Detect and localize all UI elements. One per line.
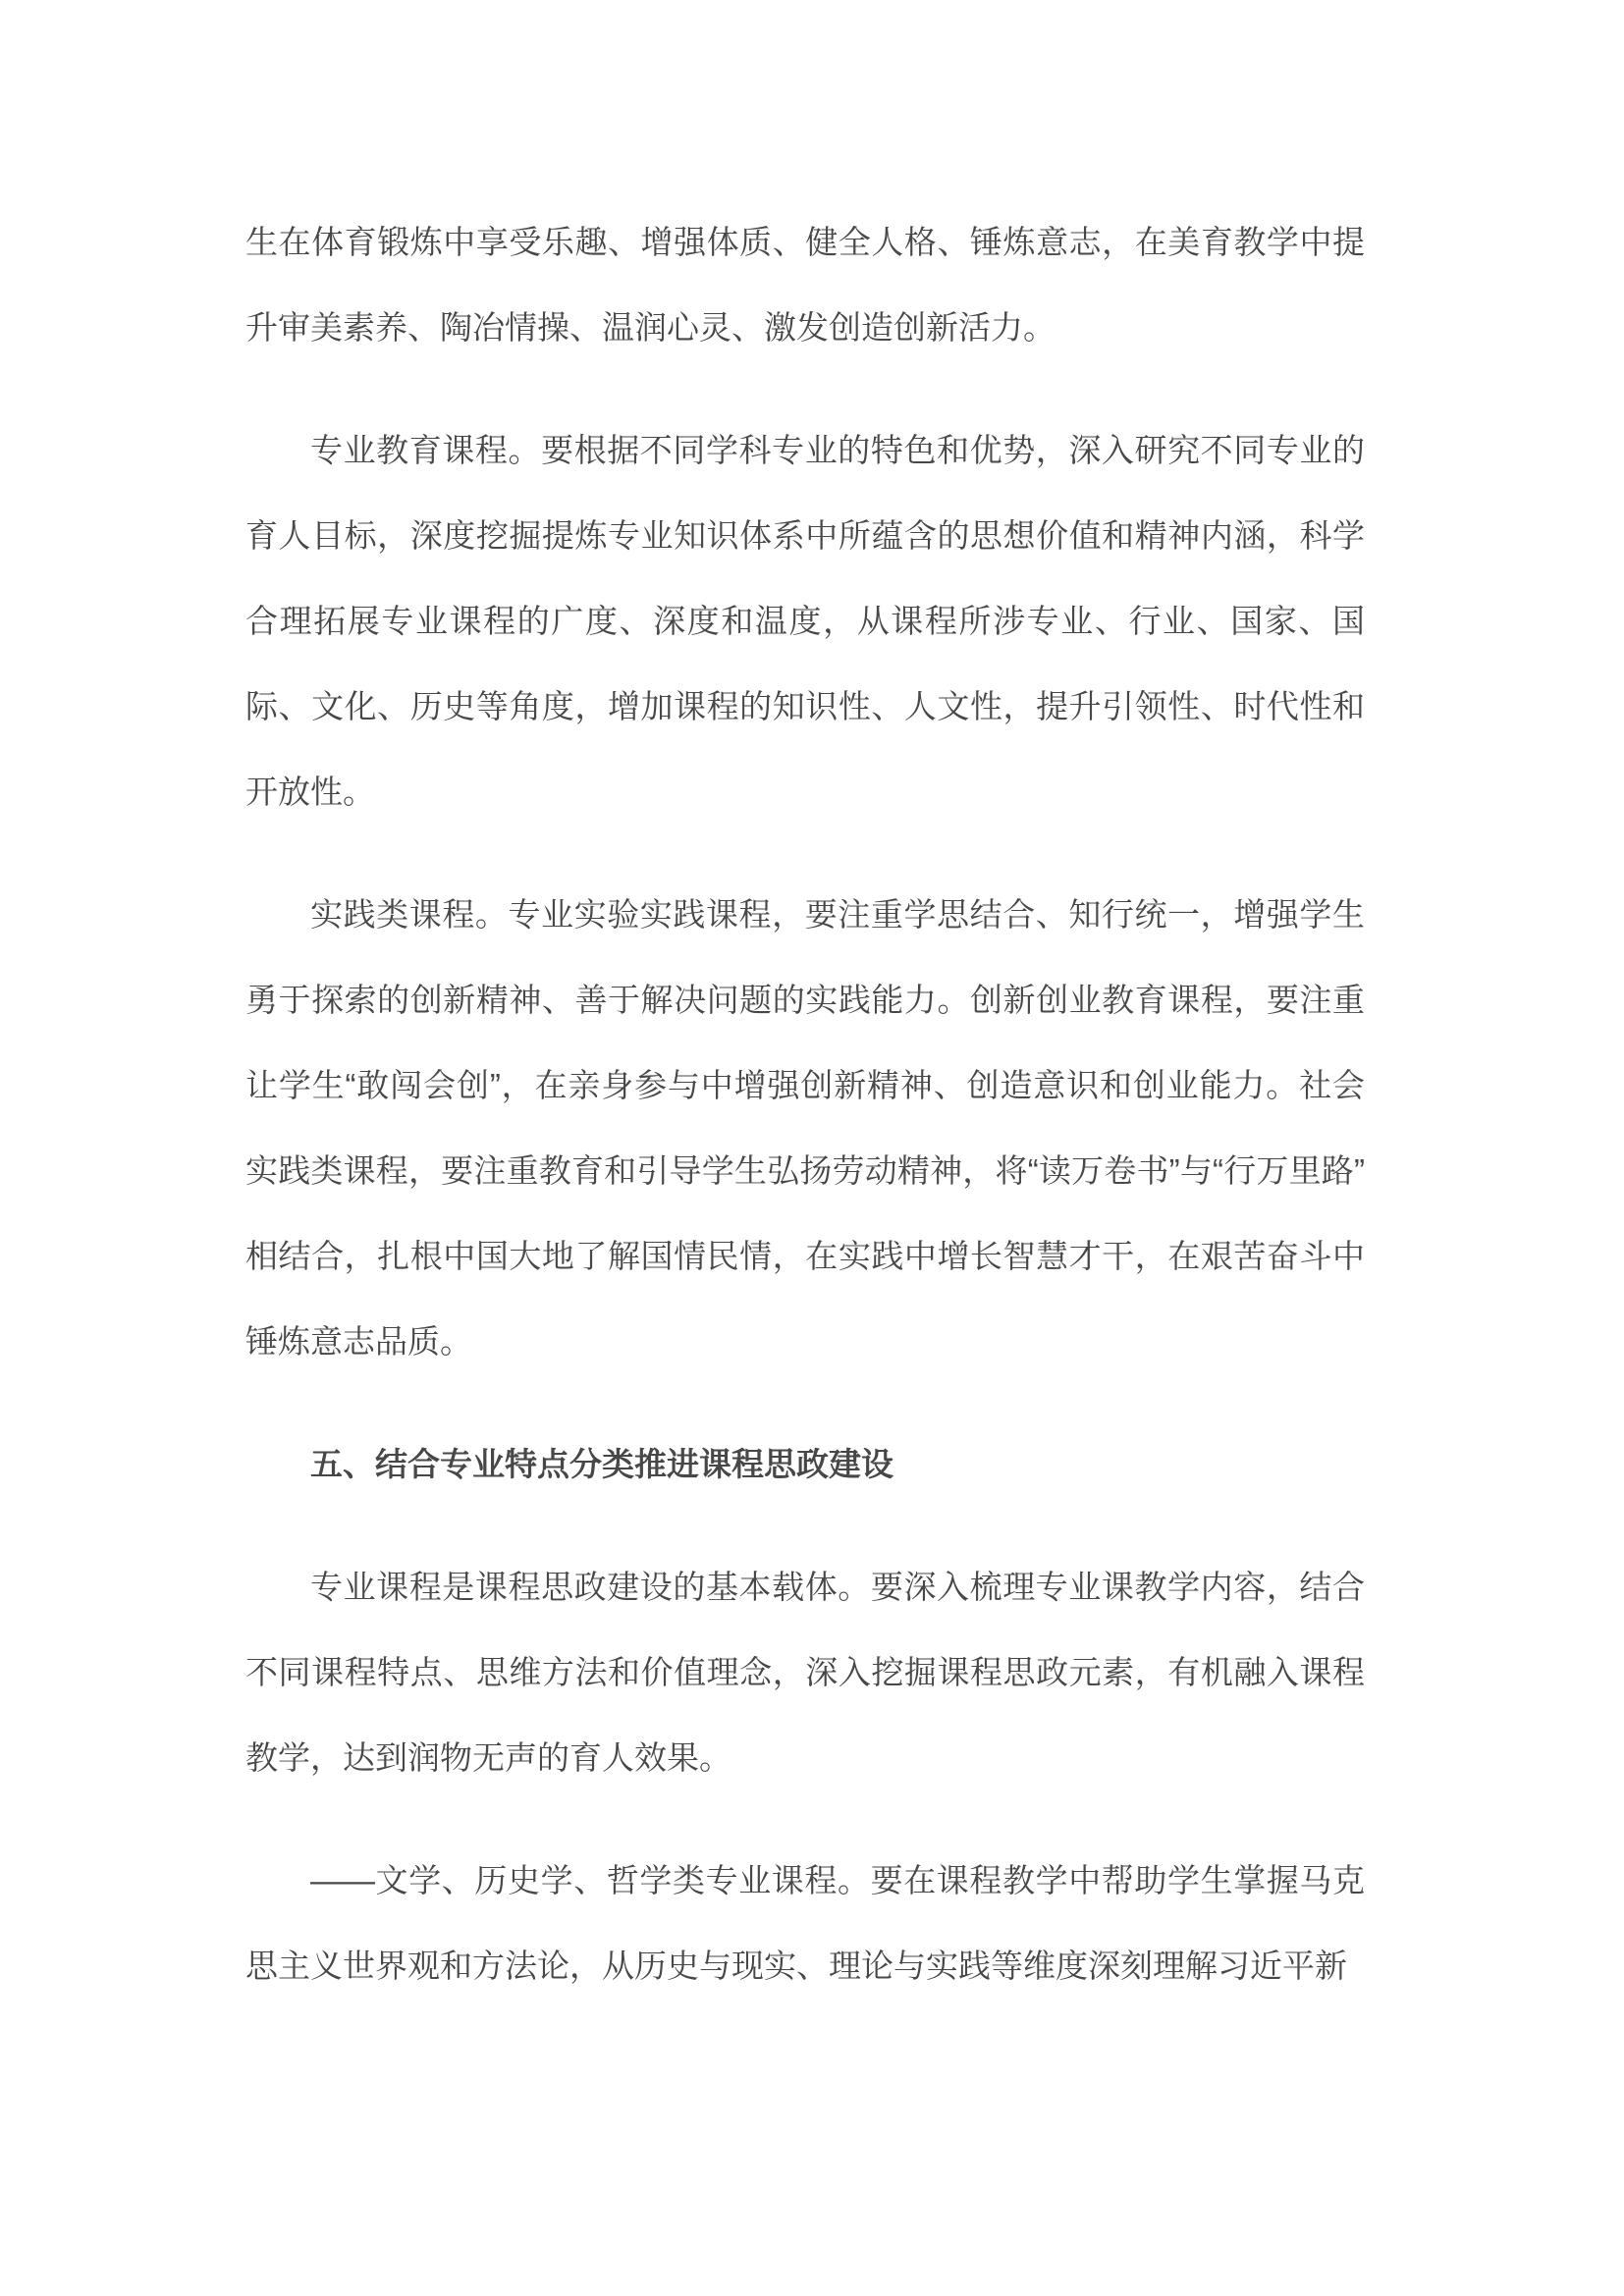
paragraph-professional-courses-carrier: 专业课程是课程思政建设的基本载体。要深入梳理专业课教学内容，结合不同课程特点、思维方法和价值理念，深入挖掘课程思政元素，有机融入课程教学，达到润物无声的育人效果。 [245,1569,1365,1776]
paragraph-liberal-arts-courses: ——文学、历史学、哲学类专业课程。要在课程教学中帮助学生掌握马克思主义世界观和方法论，从历史与现实、理论与实践等维度深刻理解习近平新 [245,1862,1365,1984]
paragraph-practice-courses: 实践类课程。专业实验实践课程，要注重学思结合、知行统一，增强学生勇于探索的创新精神、善于解决问题的实践能力。创新创业教育课程，要注重让学生“敢闯会创”，在亲身参与中增强创新精神、创造意识和创业能力。社会实践类课程，要注重教育和引导学生弘扬劳动精神，将“读万卷书”与“行万里路”相结合，扎根中国大地了解国情民情，在实践中增长智慧才干，在艰苦奋斗中锤炼意志品质。 [245,896,1365,1360]
section-heading: 五、结合专业特点分类推进课程思政建设 [310,1446,893,1482]
paragraph-continuation-aesthetic-education: 生在体育锻炼中享受乐趣、增强体质、健全人格、锤炼意志，在美育教学中提升审美素养、陶冶情操、温润心灵、激发创造创新活力。 [245,224,1365,346]
paragraph-professional-education-courses: 专业教育课程。要根据不同学科专业的特色和优势，深入研究不同专业的育人目标，深度挖掘提炼专业知识体系中所蕴含的思想价值和精神内涵，科学合理拓展专业课程的广度、深度和温度，从课程所涉专业、行业、国家、国际、文化、历史等角度，增加课程的知识性、人文性，提升引领性、时代性和开放性。 [245,432,1365,810]
